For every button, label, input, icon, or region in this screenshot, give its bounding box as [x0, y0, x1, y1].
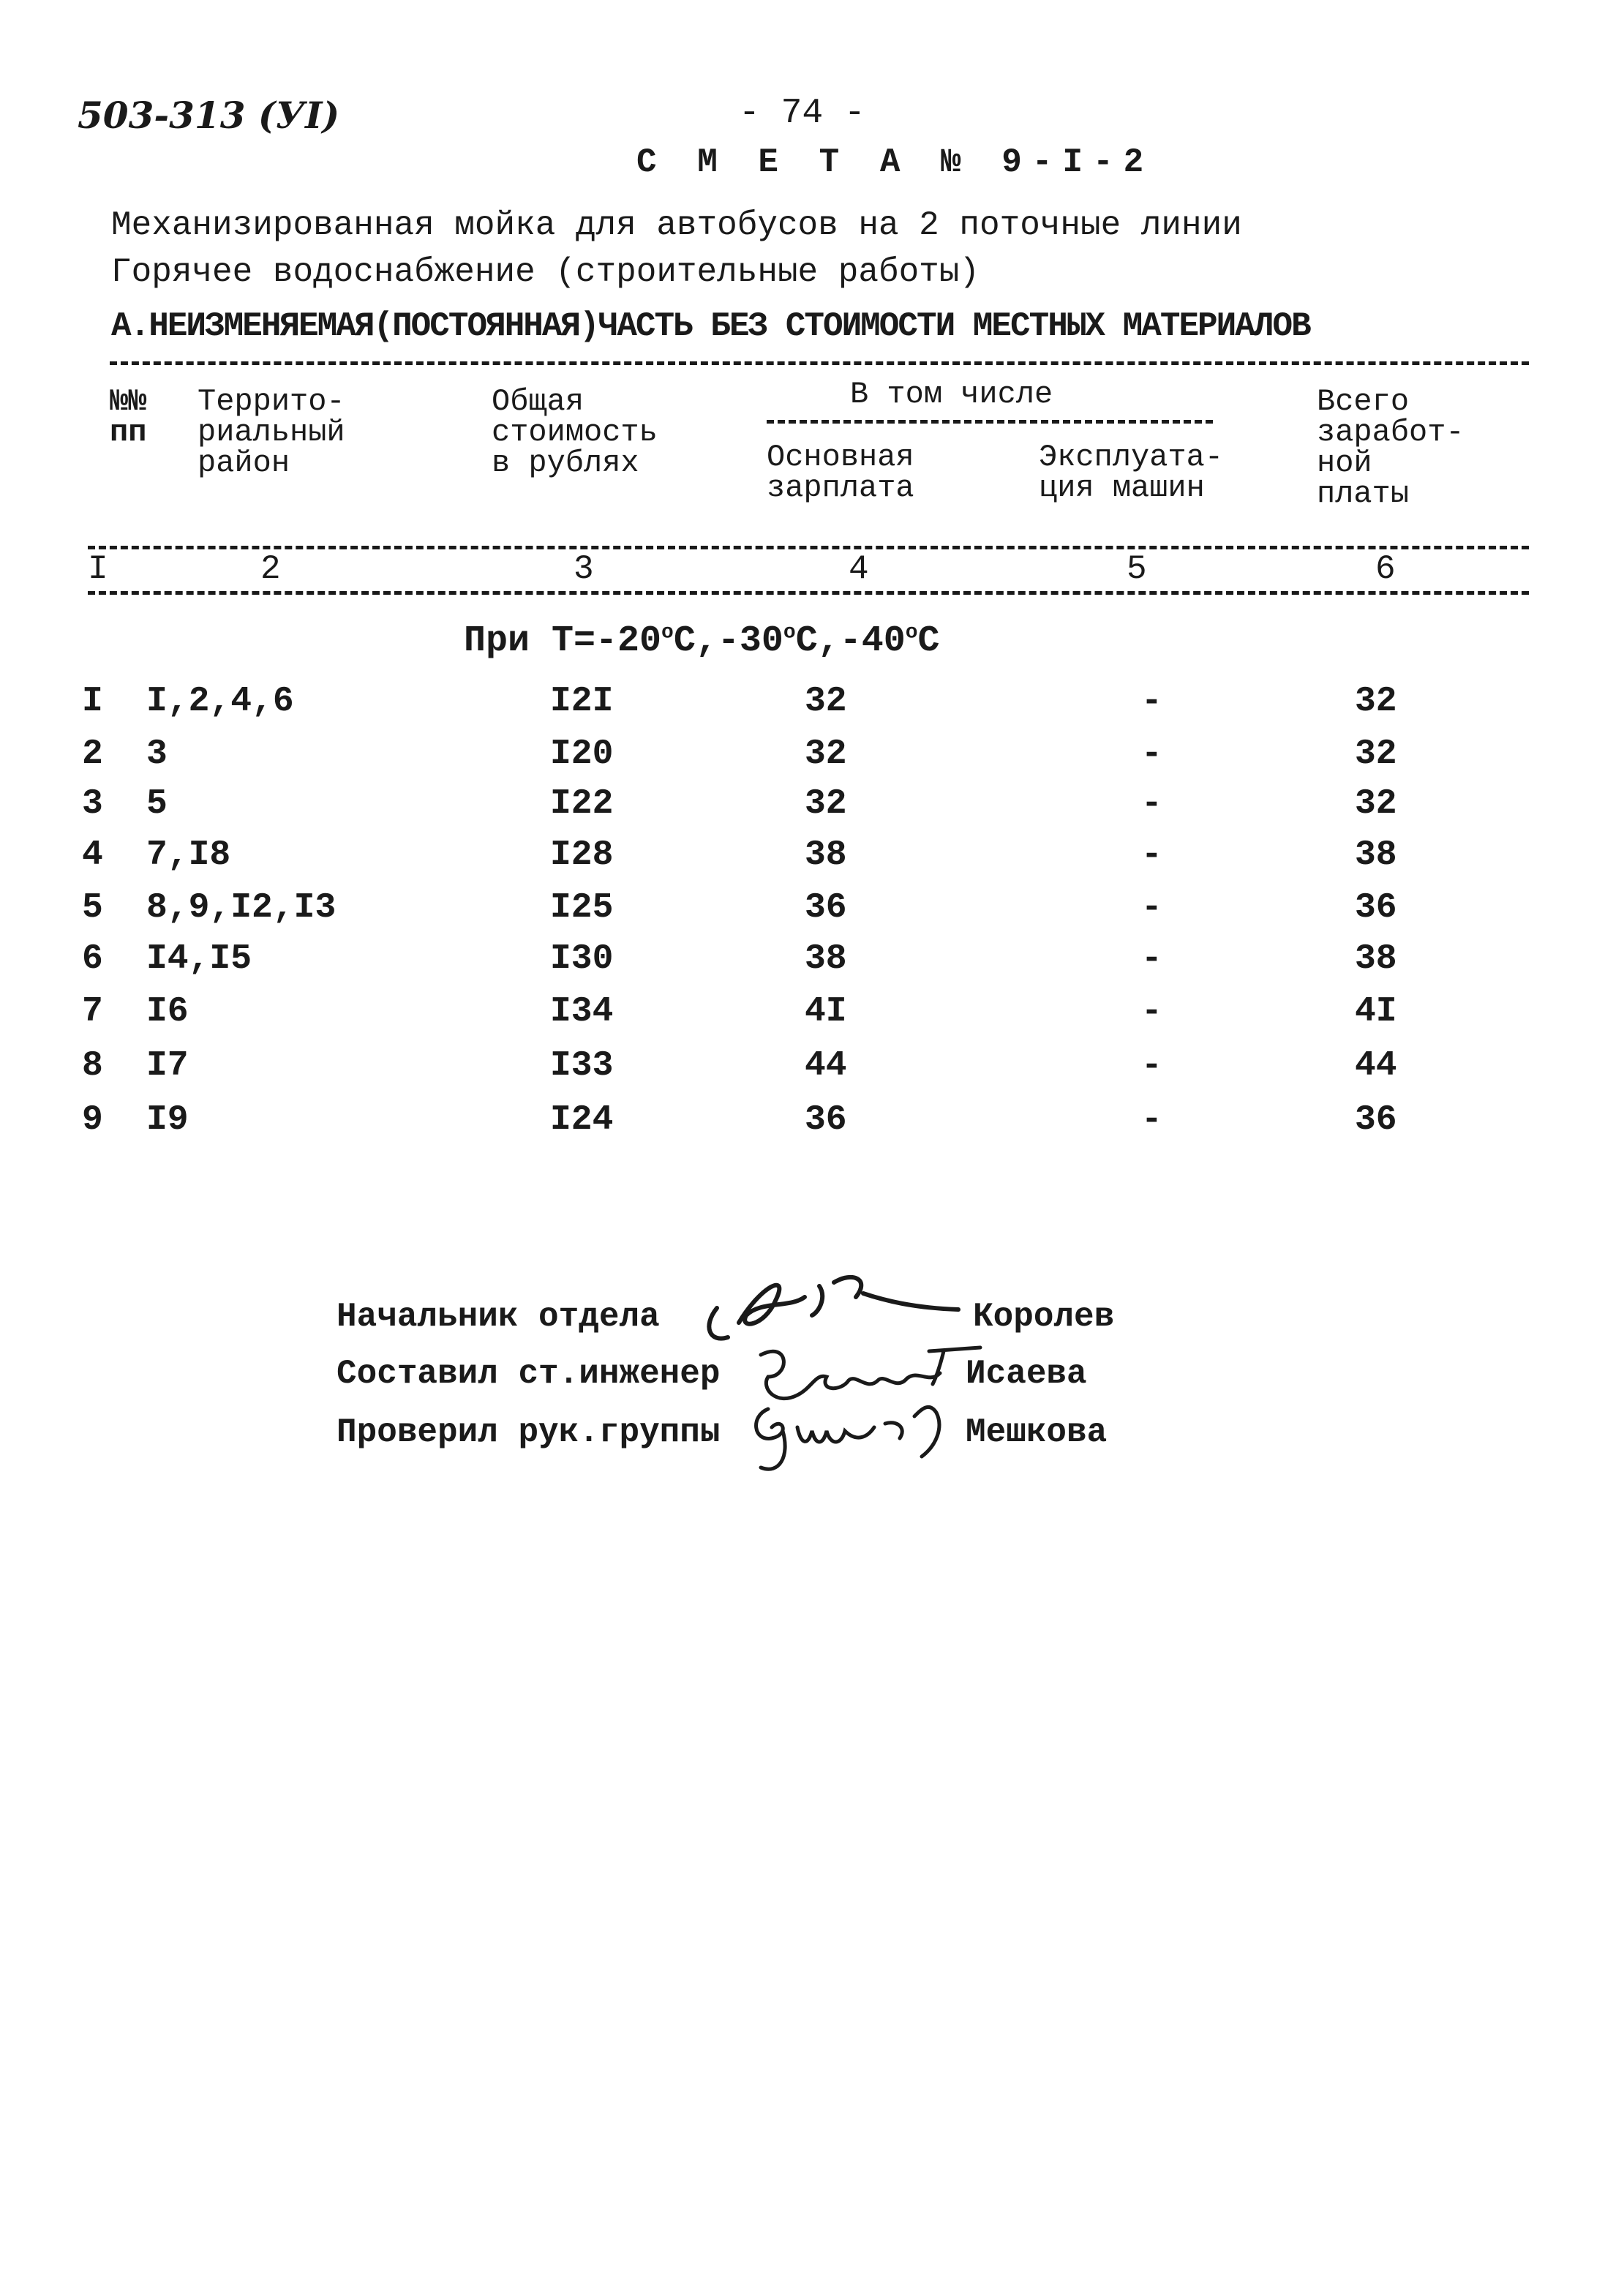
column-number-6: 6 — [1375, 550, 1396, 588]
header-col-salary: Основная зарплата — [767, 440, 914, 506]
cell-region: 8,9,I2,I3 — [146, 888, 337, 928]
page-number: - 74 - — [739, 94, 865, 133]
table-row — [0, 734, 1624, 786]
cell-total-cost: I22 — [550, 784, 614, 824]
cell-machines: - — [1141, 784, 1162, 824]
cell-number: 5 — [82, 888, 103, 928]
cell-number: I — [82, 682, 103, 721]
cell-total-wages: 32 — [1355, 784, 1397, 824]
cell-total-wages: 36 — [1355, 1100, 1397, 1140]
table-row — [0, 888, 1624, 939]
cell-salary: 44 — [805, 1046, 847, 1086]
cell-number: 7 — [82, 992, 103, 1031]
temperature-condition: При $Т=-20^оС,-30^оС,-40^оС$ — [464, 620, 940, 662]
cell-total-cost: I25 — [550, 888, 614, 928]
cell-number: 4 — [82, 835, 103, 875]
cell-machines: - — [1141, 939, 1162, 979]
header-col-machines: Эксплуата- ция машин — [1039, 440, 1224, 506]
column-number-3: 3 — [574, 550, 594, 588]
cell-total-wages: 32 — [1355, 682, 1397, 721]
cell-region: I,2,4,6 — [146, 682, 294, 721]
cell-total-wages: 44 — [1355, 1046, 1397, 1086]
estimate-title: С М Е Т А № 9-I-2 — [636, 143, 1154, 181]
column-number-1: I — [88, 550, 108, 588]
cell-number: 3 — [82, 784, 103, 824]
description-line-1: Механизированная мойка для автобусов на 2 поточные линии — [111, 206, 1242, 244]
header-group-including: В том числе — [850, 377, 1053, 412]
table-row — [0, 1046, 1624, 1097]
cell-salary: 38 — [805, 939, 847, 979]
cell-number: 2 — [82, 734, 103, 774]
table-row — [0, 682, 1624, 733]
cell-region: I7 — [146, 1046, 189, 1086]
description-line-3: А.НЕИЗМЕНЯЕМАЯ(ПОСТОЯННАЯ)ЧАСТЬ БЕЗ СТОИМОСТИ МЕСТНЫХ МАТЕРИАЛОВ — [111, 307, 1310, 345]
document-code: 503-313 (УI) — [78, 94, 340, 137]
cell-salary: 32 — [805, 784, 847, 824]
cell-number: 9 — [82, 1100, 103, 1140]
table-row — [0, 835, 1624, 887]
header-col-region: Террито- риальный район — [198, 384, 345, 481]
signature-role-engineer: Составил ст.инженер — [337, 1355, 721, 1393]
cell-total-wages: 36 — [1355, 888, 1397, 928]
signature-name-meshkova: Мешкова — [966, 1413, 1108, 1451]
signature-role-head: Начальник отдела — [337, 1298, 660, 1336]
cell-machines: - — [1141, 1046, 1162, 1086]
cell-machines: - — [1141, 835, 1162, 875]
cell-salary: 36 — [805, 1100, 847, 1140]
cell-total-wages: 4I — [1355, 992, 1397, 1031]
cell-total-cost: I20 — [550, 734, 614, 774]
table-row — [0, 784, 1624, 835]
column-number-4: 4 — [849, 550, 869, 588]
handwritten-signature-korolev — [695, 1257, 973, 1345]
cell-salary: 32 — [805, 734, 847, 774]
cell-total-cost: I28 — [550, 835, 614, 875]
cell-salary: 32 — [805, 682, 847, 721]
cell-total-cost: I33 — [550, 1046, 614, 1086]
cell-total-wages: 38 — [1355, 835, 1397, 875]
cell-total-cost: I30 — [550, 939, 614, 979]
cell-machines: - — [1141, 734, 1162, 774]
cell-number: 6 — [82, 939, 103, 979]
cell-salary: 38 — [805, 835, 847, 875]
header-col-number: №№ пп — [110, 384, 147, 450]
header-col-total-wages: Всего заработ- ной платы — [1317, 384, 1465, 511]
handwritten-signature-meshkova — [739, 1387, 973, 1482]
cell-total-wages: 32 — [1355, 734, 1397, 774]
column-number-5: 5 — [1127, 550, 1147, 588]
cell-salary: 36 — [805, 888, 847, 928]
cell-region: I6 — [146, 992, 189, 1031]
column-number-2: 2 — [260, 550, 281, 588]
cell-machines: - — [1141, 888, 1162, 928]
cell-total-cost: I2I — [550, 682, 614, 721]
column-numbers-bottom-rule — [88, 591, 1529, 595]
cell-region: 5 — [146, 784, 168, 824]
table-top-rule — [110, 361, 1529, 365]
cell-region: I9 — [146, 1100, 189, 1140]
cell-region: 7,I8 — [146, 835, 231, 875]
cell-number: 8 — [82, 1046, 103, 1086]
header-group-rule — [767, 420, 1213, 424]
description-line-2: Горячее водоснабжение (строительные работы) — [111, 253, 980, 291]
signature-name-isaeva: Исаева — [966, 1355, 1087, 1393]
signature-role-group-lead: Проверил рук.группы — [337, 1413, 721, 1451]
cell-total-cost: I34 — [550, 992, 614, 1031]
cell-region: 3 — [146, 734, 168, 774]
cell-total-wages: 38 — [1355, 939, 1397, 979]
table-row — [0, 939, 1624, 991]
cell-salary: 4I — [805, 992, 847, 1031]
cell-machines: - — [1141, 992, 1162, 1031]
header-col-total-cost: Общая стоимость в рублях — [492, 384, 658, 481]
cell-machines: - — [1141, 1100, 1162, 1140]
table-row — [0, 1100, 1624, 1151]
signature-name-korolev: Королев — [973, 1298, 1115, 1336]
cell-total-cost: I24 — [550, 1100, 614, 1140]
cell-machines: - — [1141, 682, 1162, 721]
cell-region: I4,I5 — [146, 939, 252, 979]
column-numbers-top-rule — [88, 546, 1529, 549]
table-row — [0, 992, 1624, 1043]
